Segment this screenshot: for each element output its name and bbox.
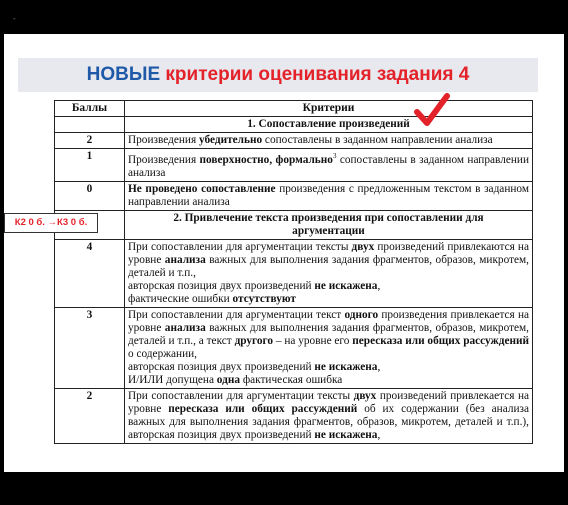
text: важных для выполнения задания фрагментов, образов, микротем, деталей и т.п., а текст — [128, 321, 530, 347]
corner-mark: - — [13, 14, 16, 23]
title-rest: критерии оценивания задания 4 — [160, 64, 470, 85]
check-mark-icon — [413, 92, 451, 130]
text: фактическая ошибка — [240, 373, 343, 386]
criteria-cell — [125, 133, 533, 149]
text: произведения с предложенным текстом в заданном направлении анализа — [128, 182, 529, 208]
text: сопоставлены в заданном направлении анализа — [262, 134, 493, 146]
criteria-cell — [125, 307, 533, 388]
text: важных для выполнения задания фрагментов, образов, микротем, деталей и т.п., — [128, 253, 530, 279]
bold-text: одна — [216, 373, 240, 386]
text: сопоставлены в заданном направлении анализа — [128, 153, 529, 179]
bold-text: пересказа или общих рассуждений — [168, 402, 358, 415]
table-header-row — [55, 101, 533, 117]
slide-title — [18, 58, 538, 92]
score-cell: 4 — [55, 239, 125, 307]
table-row — [55, 307, 533, 388]
criteria-cell — [125, 239, 533, 307]
text: фактические ошибки — [128, 292, 233, 305]
criteria-cell — [125, 388, 533, 443]
text: , — [377, 360, 381, 373]
criteria-table-wrap — [54, 100, 533, 460]
text: – на уровне его — [273, 334, 353, 347]
table-row — [55, 239, 533, 307]
score-transfer-badge: К2 0 б. →К3 0 б. — [4, 213, 98, 233]
bold-text: анализа — [164, 253, 206, 266]
criteria-cell — [125, 149, 533, 182]
section-row — [55, 117, 533, 133]
header-score: Баллы — [55, 101, 125, 117]
bold-text: двух — [353, 389, 377, 402]
bold-text: двух — [351, 240, 375, 253]
text: об их содержании (без анализа важных для выполнения задания фрагментов, образов, микротем, деталей и т.п.), авторская позиция двух произведений — [128, 402, 529, 441]
table-row — [55, 133, 533, 149]
table-row — [55, 181, 533, 210]
text: Произведения — [128, 134, 199, 146]
title-new: НОВЫЕ — [86, 64, 161, 85]
text: произведения привлекается на уровне — [128, 308, 530, 334]
table-row — [55, 388, 533, 443]
footnote-mark: 3 — [332, 152, 337, 160]
criteria-cell — [125, 181, 533, 210]
bold-text: поверхностно, формально — [199, 153, 333, 166]
score-cell: 2 — [55, 388, 125, 443]
bold-text: анализа — [164, 321, 206, 334]
score-cell: 3 — [55, 307, 125, 388]
score-cell: 0 — [55, 181, 125, 210]
bold-text: отсутствуют — [232, 292, 296, 305]
bold-text: Не проведено сопоставление — [128, 182, 276, 195]
criteria-table — [54, 100, 533, 444]
text: произведений привлекаются на уровне — [128, 240, 529, 266]
section-title-1: 1. Сопоставление произведений — [125, 117, 533, 133]
header-criteria: Критерии — [125, 101, 533, 117]
text: о содержании, — [128, 347, 198, 360]
section-row — [55, 210, 533, 239]
bold-text: другого — [234, 334, 274, 347]
bold-text: одного — [344, 308, 379, 321]
text: , — [377, 428, 381, 441]
bold-text: не искажена — [314, 428, 378, 441]
bold-text: убедительно — [198, 134, 263, 146]
text: Произведения — [128, 153, 200, 166]
section-title-2: 2. Привлечение текста произведения при сопоставлении для аргументации — [125, 210, 533, 239]
text: авторская позиция двух произведений — [128, 360, 315, 373]
text: При сопоставлении для аргументации тексты — [128, 240, 352, 253]
bold-text: не искажена — [314, 279, 378, 292]
bold-text: не искажена — [314, 360, 378, 373]
text: При сопоставлении для аргументации тексты — [128, 389, 354, 402]
section-empty — [55, 117, 125, 133]
score-cell: 1 — [55, 149, 125, 182]
text: авторская позиция двух произведений — [128, 279, 315, 292]
text: , — [377, 279, 381, 292]
text: произведений привлекается на уровне — [128, 389, 530, 415]
score-cell: 2 — [55, 133, 125, 149]
text: При сопоставлении для аргументации текст — [128, 308, 345, 321]
table-row — [55, 149, 533, 182]
bold-text: пересказа или общих рассуждений — [352, 334, 529, 347]
text: И/ИЛИ допущена — [128, 373, 217, 386]
